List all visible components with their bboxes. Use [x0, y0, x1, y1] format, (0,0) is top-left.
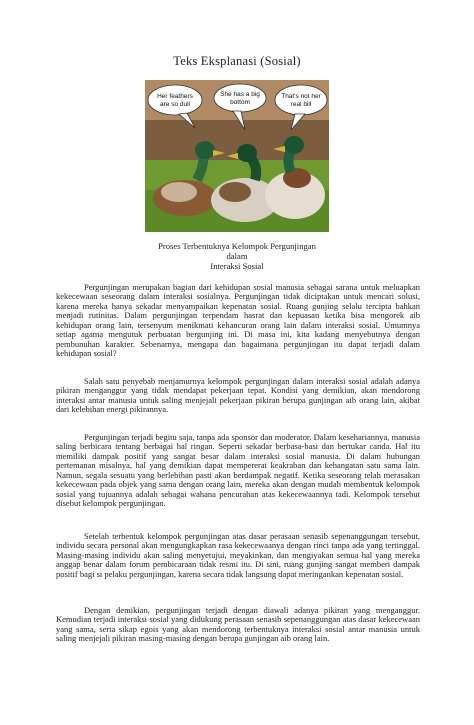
paragraph-4 [56, 532, 420, 579]
bubble-3-line-2: real bill [290, 101, 312, 108]
page-title: Teks Eksplanasi (Sosial) [173, 54, 301, 68]
paragraph-4-text: Setelah terbentuk kelompok pergunjingan atas dasar perasaan senasib sepenanggungan tersebut, individu secara personal akan mengungkapkan rasa kekecewaanya dengan rinci tanpa ada yang tertinggal. Masing-masing individu akan saling menyetujui, meyakinkan, dan mengiyakan semua hal yang mereka anggap benar dalam forum pembicaraan tidak resmi itu. Di sini, ruang gunjing sangat memberi dampak positif bagi si pelaku pergunjingan, karena secara tidak langsung dapat meringankan kepenatan sosial. [56, 531, 420, 579]
paragraph-5-text: Dengan demikian, pergunjingan terjadi dengan diawali adanya pikiran yang menganggur. Kemudian terjadi interaksi sosial yang didukung perasaan senasib sepenanggungan atas dasar kekecewaan yang sama, serta sikap egois yang akan mendorong terbentuknya interaksi sosial antar manusia untuk saling menjejali pikiran masing-masing dengan berupa gunjingan aib orang lain. [56, 605, 420, 644]
bubble-3-line-1: That's not her [281, 93, 321, 100]
subtitle-line: Proses Terbentuknya Kelompok Pergunjingan [158, 241, 316, 251]
bubble-1-line-2: are so dull [160, 101, 190, 108]
bubble-2-line-2: bottom [230, 99, 250, 106]
paragraph-5 [56, 606, 420, 644]
subtitle-line: Interaksi Sosial [210, 261, 264, 271]
paragraph-1-text: Pergunjingan merupakan bagian dari kehidupan sosial manusia sebagai sarana untuk meluapkan kekecewaan seseorang dalam interaksi sosialnya. Pergunjingan tidak diciptakan untuk mencari solusi, karena mereka hanya sekadar menyampaikan kepenatan sosial. Ruang gunjing selalu tercipta bahkan menjadi rutinitas. Dalam pergunjingan terpendam hasrat dan kepuasan ketika bisa mengorek aib kehidupan orang lain, tersenyum menikmati kehancuran orang lain dalam interaksi sosial. Umumnya setiap agama mengutuk perbuatan bergunjing ini. Di masa ini, kita kadang menyebutnya dengan pembunuhan karakter. Sebenarnya, mengapa dan bagaimana pergunjingan itu dapat terjadi dalam kehidupan sosial? [56, 282, 420, 359]
paragraph-1 [56, 283, 420, 359]
paragraph-3-text: Pergunjingan terjadi begitu saja, tanpa ada sponsor dan moderator. Dalam kesehariannya, manusia saling berbicara tentang berbagai hal ringan. Seperti sekadar berbasa-basi dan bertukar canda. Hal itu memiliki dampak positif yang sangat besar dalam interaksi sosial manusia. Di dalam hubungan pertemanan misalnya, hal yang demikian dapat mempererat keakraban dan kehangatan satu sama lain. Namun, segala sesuatu yang berlebihan pasti akan berdampak negatif. Ketika seseorang telah merasakan kekecewaan pada objek yang sama dengan orang lain, mereka akan dengan mudah membentuk kelompok sosial yang tujuannya adalah sebagai wahana pencurahan atas kekecewaannya tadi. Kelompok tersebut disebut kelompok pergunjingan. [56, 432, 420, 509]
subtitle-line: dalam [226, 251, 248, 261]
subtitle [0, 241, 474, 271]
ducks-gossip-photo [145, 80, 329, 232]
paragraph-2-text: Salah satu penyebab menjamurnya kelompok pergunjingan dalam interaksi sosial adalah adanya pikiran menganggur yang tidak mendapat pekerjaan tepat. Kondisi yang demikian, akan mendorong interaksi antar manusia untuk saling menjejali pekerjaan pikiran berupa gunjingan aib orang lain, akibat dari kelebihan energi pikirannya. [56, 376, 420, 415]
bubble-1-line-1: Her feathers [157, 93, 193, 100]
paragraph-3 [56, 433, 420, 509]
paragraph-2 [56, 377, 420, 415]
bubble-2-line-1: She has a big [220, 91, 260, 98]
